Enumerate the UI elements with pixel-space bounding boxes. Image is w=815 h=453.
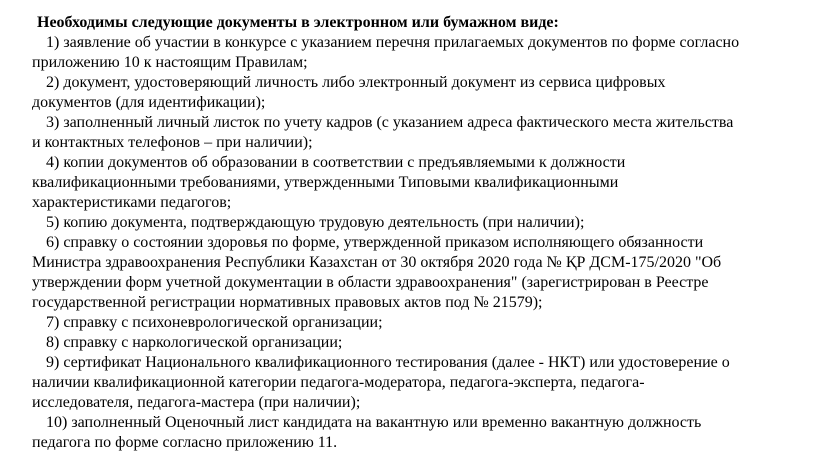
item-text: документ, удостоверяющий личность либо электронный документ из сервиса цифровых документов (для идентификации); xyxy=(32,74,666,111)
item-text: заполненный Оценочный лист кандидата на вакантную или временно вакантную должность педагога по форме согласно приложению 11. xyxy=(32,414,702,451)
list-item-3 xyxy=(32,113,743,153)
item-number: 5) xyxy=(46,214,60,231)
item-text: справку с психоневрологической организации; xyxy=(63,314,383,331)
item-text: сертификат Национального квалификационного тестирования (далее - НКТ) или удостоверение о наличии квалификационной категории педагога-модератора, педагога-эксперта, педагога-исследователя, педагога-мастера (при наличии); xyxy=(32,354,730,411)
list-item-10 xyxy=(32,413,743,453)
item-number: 10) xyxy=(46,414,68,431)
item-number: 4) xyxy=(46,154,60,171)
document-heading: Необходимы следующие документы в электронном или бумажном виде: xyxy=(37,14,559,31)
item-text: копии документов об образовании в соответствии с предъявляемыми к должности квалификационными требованиями, утвержденными Типовыми квалификационными характеристиками педагогов; xyxy=(32,154,626,211)
list-item-5 xyxy=(32,213,743,233)
item-number: 6) xyxy=(46,234,60,251)
item-number: 1) xyxy=(46,34,60,51)
item-text: справку с наркологической организации; xyxy=(63,334,343,351)
list-item-9 xyxy=(32,353,743,413)
list-item-8 xyxy=(32,333,743,353)
list-item-4 xyxy=(32,153,743,213)
item-text: справку о состоянии здоровья по форме, утвержденной приказом исполняющего обязанности Министра здравоохранения Республики Казахстан от 30 октября 2020 года № ҚР ДСМ-175/2020 "Об утверждении форм учетной документации в области здравоохранения" (зарегистрирован в Реестре государственной регистрации нормативных правовых актов под № 21579); xyxy=(32,234,722,311)
list-item-7 xyxy=(32,313,743,333)
item-text: копию документа, подтверждающую трудовую деятельность (при наличии); xyxy=(63,214,585,231)
item-number: 3) xyxy=(46,114,60,131)
item-text: заполненный личный листок по учету кадров (с указанием адреса фактического места жительства и контактных телефонов – при наличии); xyxy=(32,114,734,151)
item-number: 9) xyxy=(46,354,60,371)
list-item-2 xyxy=(32,73,743,113)
list-item-1 xyxy=(32,33,743,73)
item-number: 2) xyxy=(46,74,60,91)
list-item-6 xyxy=(32,233,743,313)
item-number: 8) xyxy=(46,334,60,351)
item-text: заявление об участии в конкурсе с указанием перечня прилагаемых документов по форме согласно приложению 10 к настоящим Правилам; xyxy=(32,34,740,71)
item-number: 7) xyxy=(46,314,60,331)
